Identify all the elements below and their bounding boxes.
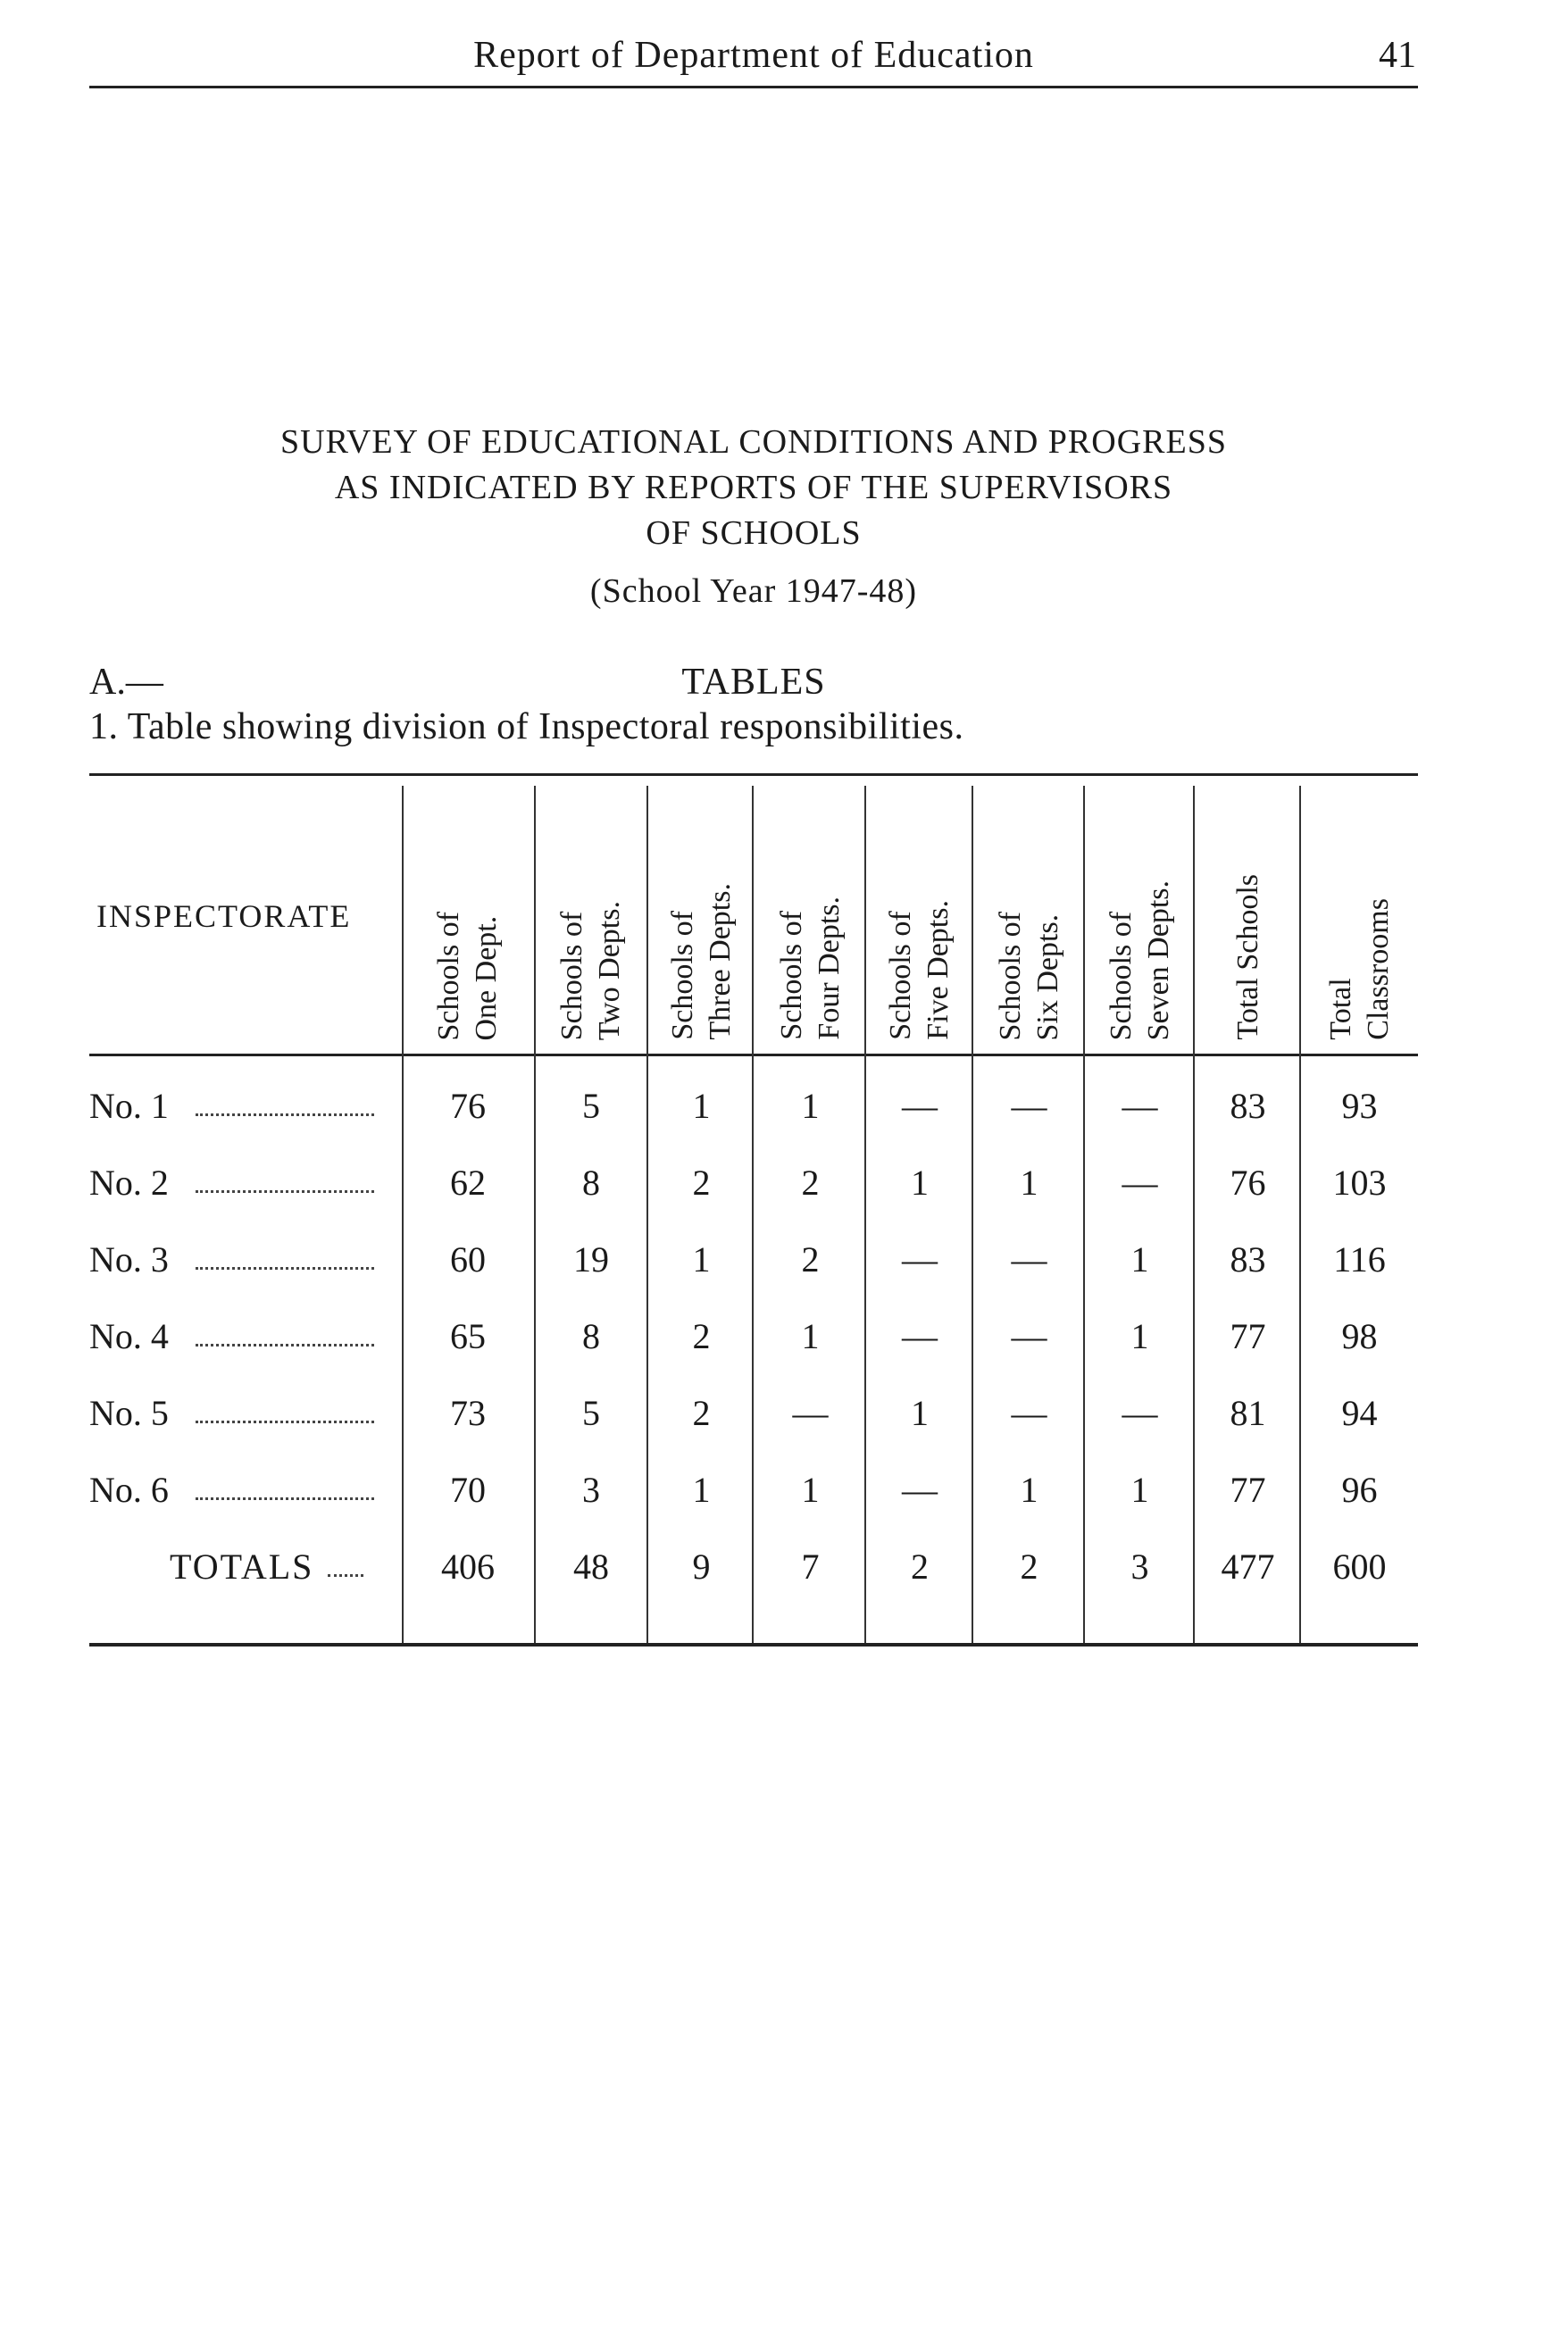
table-cell: — bbox=[1122, 1162, 1158, 1203]
row-label-text: No. 3 bbox=[89, 1238, 169, 1280]
dot-leader bbox=[196, 1421, 374, 1423]
column-header-line: Schools of bbox=[774, 911, 808, 1040]
table-cell: 103 bbox=[1332, 1162, 1387, 1203]
table-header-rule bbox=[89, 1054, 1418, 1056]
table-cell: 62 bbox=[450, 1162, 486, 1203]
column-header-text bbox=[1103, 880, 1178, 1040]
table-cell: 2 bbox=[692, 1162, 711, 1203]
table-row bbox=[89, 1144, 1418, 1221]
table-cell: 83 bbox=[1230, 1238, 1266, 1280]
table-cell: 81 bbox=[1230, 1392, 1266, 1433]
table-cell: 94 bbox=[1341, 1392, 1378, 1433]
column-header bbox=[755, 790, 866, 1040]
row-label bbox=[89, 1297, 374, 1374]
table-cell: 77 bbox=[1230, 1315, 1266, 1356]
dot-leader bbox=[196, 1344, 374, 1346]
table-cell: 5 bbox=[582, 1085, 600, 1126]
dot-leader bbox=[196, 1113, 374, 1116]
column-header bbox=[648, 790, 755, 1040]
column-header-text bbox=[773, 896, 848, 1040]
column-header-text bbox=[882, 900, 957, 1040]
table-cell: 1 bbox=[692, 1238, 711, 1280]
table-cell: — bbox=[1122, 1392, 1158, 1433]
table-cell: 3 bbox=[1130, 1546, 1149, 1587]
column-header-line: Total bbox=[1323, 978, 1357, 1040]
table-cell: 1 bbox=[911, 1392, 929, 1433]
column-header-text bbox=[1322, 898, 1397, 1040]
column-header-line: Schools of bbox=[555, 911, 588, 1040]
table-cell: 2 bbox=[801, 1162, 820, 1203]
table-cell: 2 bbox=[692, 1392, 711, 1433]
table-row bbox=[89, 1221, 1418, 1297]
column-header-line: Classrooms bbox=[1361, 898, 1395, 1040]
table-bottom-rule bbox=[89, 1643, 1418, 1647]
row-label bbox=[89, 1067, 374, 1144]
running-header bbox=[89, 32, 1418, 88]
column-header bbox=[1195, 790, 1301, 1040]
column-header-line: Six Depts. bbox=[1030, 913, 1064, 1040]
row-label-text: No. 1 bbox=[89, 1085, 169, 1126]
table-cell: 1 bbox=[692, 1085, 711, 1126]
dot-leader bbox=[196, 1497, 374, 1500]
table-cell: — bbox=[902, 1315, 938, 1356]
table-cell: 19 bbox=[573, 1238, 609, 1280]
table-cell: 5 bbox=[582, 1392, 600, 1433]
totals-row bbox=[89, 1528, 1418, 1605]
column-header-line: Schools of bbox=[884, 911, 917, 1040]
school-year: (School Year 1947-48) bbox=[589, 572, 918, 610]
column-header-text bbox=[554, 901, 629, 1040]
column-header-line: Schools of bbox=[993, 911, 1027, 1040]
column-header-line: Five Depts. bbox=[922, 900, 955, 1040]
table-cell: — bbox=[1011, 1085, 1047, 1126]
table-cell: 93 bbox=[1341, 1085, 1378, 1126]
survey-title-line: AS INDICATED BY REPORTS OF THE SUPERVISORS bbox=[334, 469, 1173, 506]
column-header-text bbox=[664, 883, 739, 1040]
table-cell: 83 bbox=[1230, 1085, 1266, 1126]
table-cell: 2 bbox=[801, 1238, 820, 1280]
table-cell: — bbox=[1011, 1392, 1047, 1433]
table-cell: 73 bbox=[450, 1392, 486, 1433]
table-cell: 60 bbox=[450, 1238, 486, 1280]
column-header-line: Total Schools bbox=[1230, 874, 1264, 1040]
table-cell: 2 bbox=[692, 1315, 711, 1356]
column-header-line: Schools of bbox=[1104, 911, 1138, 1040]
table-cell: 116 bbox=[1333, 1238, 1386, 1280]
survey-title-line: OF SCHOOLS bbox=[646, 514, 862, 552]
section-letter: A.— bbox=[89, 662, 163, 703]
table-cell: 1 bbox=[692, 1469, 711, 1510]
table-cell: — bbox=[902, 1469, 938, 1510]
dot-leader bbox=[328, 1574, 363, 1577]
table-cell: 1 bbox=[911, 1162, 929, 1203]
table-cell: — bbox=[792, 1392, 829, 1433]
table-cell: 1 bbox=[1130, 1238, 1149, 1280]
row-label-text: TOTALS bbox=[170, 1546, 314, 1587]
table-cell: 98 bbox=[1341, 1315, 1378, 1356]
table-cell: 2 bbox=[1020, 1546, 1038, 1587]
column-header-text bbox=[1230, 874, 1267, 1040]
dot-leader bbox=[196, 1267, 374, 1270]
column-header bbox=[1085, 790, 1195, 1040]
survey-title-line: SURVEY OF EDUCATIONAL CONDITIONS AND PROGRESS bbox=[280, 423, 1227, 461]
table-caption: 1. Table showing division of Inspectoral responsibilities. bbox=[89, 706, 964, 747]
table-cell: 2 bbox=[911, 1546, 929, 1587]
table-top-rule bbox=[89, 773, 1418, 776]
table-cell: 8 bbox=[582, 1315, 600, 1356]
column-header-line: Seven Depts. bbox=[1141, 880, 1175, 1040]
table-cell: 7 bbox=[801, 1546, 820, 1587]
column-header bbox=[866, 790, 973, 1040]
column-header bbox=[534, 790, 648, 1040]
table-row bbox=[89, 1297, 1418, 1374]
table-cell: — bbox=[1122, 1085, 1158, 1126]
table-cell: 3 bbox=[582, 1469, 600, 1510]
column-header bbox=[402, 790, 534, 1040]
table-cell: 1 bbox=[1130, 1315, 1149, 1356]
table-cell: 406 bbox=[441, 1546, 495, 1587]
row-label-text: No. 2 bbox=[89, 1162, 169, 1203]
table-cell: 477 bbox=[1221, 1546, 1275, 1587]
column-header-line: Four Depts. bbox=[812, 896, 846, 1040]
column-header bbox=[973, 790, 1085, 1040]
table-cell: — bbox=[1011, 1315, 1047, 1356]
table-cell: 96 bbox=[1341, 1469, 1378, 1510]
table-cell: 1 bbox=[801, 1469, 820, 1510]
table-cell: 600 bbox=[1332, 1546, 1387, 1587]
column-header-line: Two Depts. bbox=[593, 900, 626, 1040]
section-title: TABLES bbox=[681, 662, 826, 703]
column-header-line: Schools of bbox=[665, 911, 699, 1040]
table-row bbox=[89, 1067, 1418, 1144]
table-cell: 9 bbox=[692, 1546, 711, 1587]
totals-label bbox=[170, 1528, 363, 1605]
table-cell: 1 bbox=[1020, 1469, 1038, 1510]
survey-title bbox=[89, 420, 1418, 556]
table-cell: 77 bbox=[1230, 1469, 1266, 1510]
table-cell: 65 bbox=[450, 1315, 486, 1356]
row-label bbox=[89, 1451, 374, 1528]
table-cell: 1 bbox=[1020, 1162, 1038, 1203]
table-cell: 1 bbox=[801, 1085, 820, 1126]
column-header bbox=[1301, 790, 1418, 1040]
table-cell: — bbox=[1011, 1238, 1047, 1280]
inspectorate-header: INSPECTORATE bbox=[96, 898, 352, 934]
table-cell: — bbox=[902, 1085, 938, 1126]
table-cell: 76 bbox=[1230, 1162, 1266, 1203]
table-cell: — bbox=[902, 1238, 938, 1280]
row-label bbox=[89, 1221, 374, 1297]
column-header-line: One Dept. bbox=[470, 915, 503, 1040]
row-label bbox=[89, 1144, 374, 1221]
row-label-text: No. 4 bbox=[89, 1315, 169, 1356]
table-cell: 76 bbox=[450, 1085, 486, 1126]
table-cell: 70 bbox=[450, 1469, 486, 1510]
table-row bbox=[89, 1451, 1418, 1528]
column-header-text bbox=[992, 912, 1067, 1041]
column-header-line: Three Depts. bbox=[703, 883, 737, 1040]
page-number: 41 bbox=[1379, 35, 1416, 76]
column-header-line: Schools of bbox=[432, 911, 465, 1040]
table-cell: 1 bbox=[1130, 1469, 1149, 1510]
table-cell: 1 bbox=[801, 1315, 820, 1356]
row-label-text: No. 6 bbox=[89, 1469, 169, 1510]
row-label bbox=[89, 1374, 374, 1451]
row-label-text: No. 5 bbox=[89, 1392, 169, 1433]
table-row bbox=[89, 1374, 1418, 1451]
running-title: Report of Department of Education bbox=[473, 35, 1034, 76]
dot-leader bbox=[196, 1190, 374, 1193]
column-header-text bbox=[430, 912, 505, 1041]
table-cell: 8 bbox=[582, 1162, 600, 1203]
table-cell: 48 bbox=[573, 1546, 609, 1587]
